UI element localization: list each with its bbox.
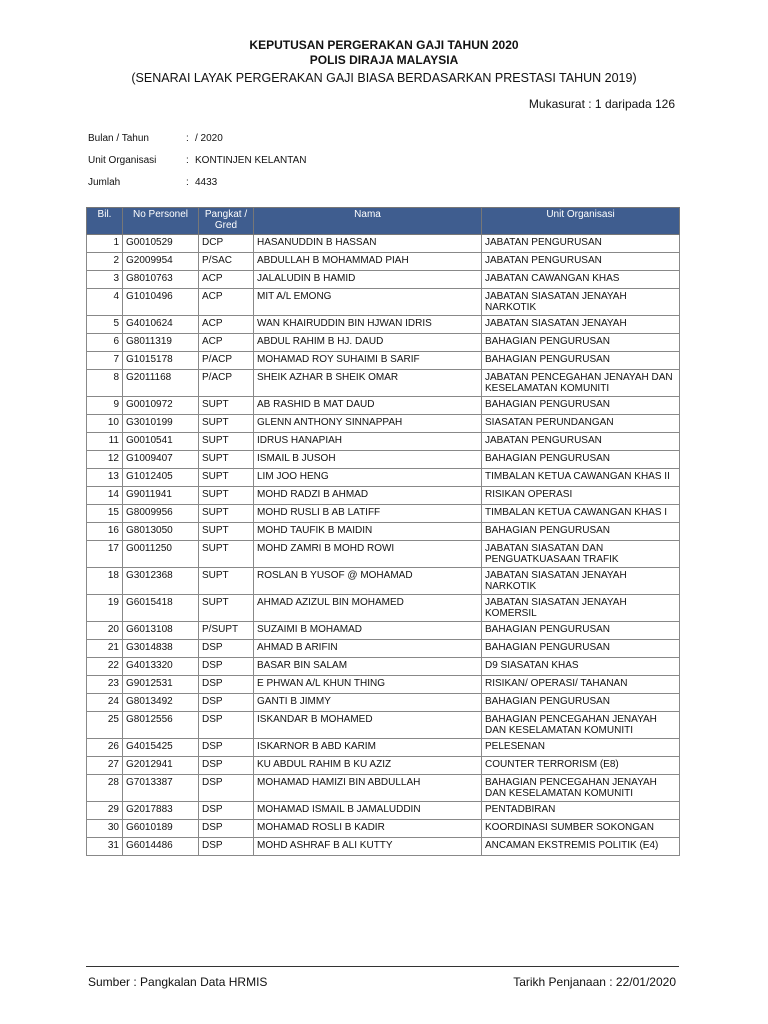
row-pangkat: SUPT: [199, 469, 254, 487]
meta-unit-row: [88, 155, 307, 166]
table-row: [87, 235, 680, 253]
row-no-personel: G1010496: [123, 289, 199, 316]
row-pangkat: DSP: [199, 694, 254, 712]
row-bil: 19: [87, 595, 123, 622]
row-nama: MOHD ZAMRI B MOHD ROWI: [254, 541, 482, 568]
row-nama: IDRUS HANAPIAH: [254, 433, 482, 451]
row-no-personel: G6013108: [123, 622, 199, 640]
row-no-personel: G6015418: [123, 595, 199, 622]
row-pangkat: P/ACP: [199, 370, 254, 397]
row-no-personel: G3010199: [123, 415, 199, 433]
table-row: [87, 712, 680, 739]
row-pangkat: DSP: [199, 739, 254, 757]
table-row: [87, 487, 680, 505]
table-row: [87, 802, 680, 820]
row-no-personel: G2009954: [123, 253, 199, 271]
row-unit: RISIKAN OPERASI: [482, 487, 680, 505]
row-nama: AHMAD AZIZUL BIN MOHAMED: [254, 595, 482, 622]
row-no-personel: G3012368: [123, 568, 199, 595]
row-no-personel: G9011941: [123, 487, 199, 505]
row-bil: 9: [87, 397, 123, 415]
col-header-unit: Unit Organisasi: [482, 208, 680, 235]
table-header-row: [87, 208, 680, 235]
row-bil: 10: [87, 415, 123, 433]
table-row: [87, 622, 680, 640]
row-pangkat: SUPT: [199, 433, 254, 451]
row-unit: BAHAGIAN PENGURUSAN: [482, 451, 680, 469]
meta-unit-label: Unit Organisasi: [88, 155, 157, 166]
table-row: [87, 469, 680, 487]
row-pangkat: SUPT: [199, 541, 254, 568]
row-nama: AB RASHID B MAT DAUD: [254, 397, 482, 415]
row-nama: MOHAMAD ROY SUHAIMI B SARIF: [254, 352, 482, 370]
row-nama: LIM JOO HENG: [254, 469, 482, 487]
meta-colon: :: [186, 133, 189, 144]
row-bil: 21: [87, 640, 123, 658]
table-row: [87, 775, 680, 802]
row-nama: WAN KHAIRUDDIN BIN HJWAN IDRIS: [254, 316, 482, 334]
row-bil: 11: [87, 433, 123, 451]
row-no-personel: G1009407: [123, 451, 199, 469]
row-nama: E PHWAN A/L KHUN THING: [254, 676, 482, 694]
row-bil: 1: [87, 235, 123, 253]
table-row: [87, 433, 680, 451]
row-unit: JABATAN PENCEGAHAN JENAYAH DAN KESELAMATAN KOMUNITI: [482, 370, 680, 397]
row-nama: GLENN ANTHONY SINNAPPAH: [254, 415, 482, 433]
table-row: [87, 676, 680, 694]
row-pangkat: DSP: [199, 802, 254, 820]
col-header-no-personel: No Personel: [123, 208, 199, 235]
table-row: [87, 352, 680, 370]
row-pangkat: SUPT: [199, 415, 254, 433]
col-header-bil: Bil.: [87, 208, 123, 235]
document-title: KEPUTUSAN PERGERAKAN GAJI TAHUN 2020: [249, 38, 519, 52]
row-bil: 14: [87, 487, 123, 505]
row-unit: SIASATAN PERUNDANGAN: [482, 415, 680, 433]
row-no-personel: G1015178: [123, 352, 199, 370]
table-row: [87, 541, 680, 568]
row-nama: MOHAMAD ISMAIL B JAMALUDDIN: [254, 802, 482, 820]
row-pangkat: ACP: [199, 271, 254, 289]
table-row: [87, 820, 680, 838]
row-no-personel: G3014838: [123, 640, 199, 658]
table-row: [87, 370, 680, 397]
row-pangkat: DSP: [199, 775, 254, 802]
table-row: [87, 694, 680, 712]
row-no-personel: G0010972: [123, 397, 199, 415]
row-nama: MOHAMAD HAMIZI BIN ABDULLAH: [254, 775, 482, 802]
table-row: [87, 397, 680, 415]
row-bil: 27: [87, 757, 123, 775]
row-unit: JABATAN CAWANGAN KHAS: [482, 271, 680, 289]
table-row: [87, 289, 680, 316]
row-no-personel: G8010763: [123, 271, 199, 289]
row-unit: BAHAGIAN PENGURUSAN: [482, 334, 680, 352]
row-unit: JABATAN SIASATAN JENAYAH NARKOTIK: [482, 289, 680, 316]
row-no-personel: G2012941: [123, 757, 199, 775]
row-nama: GANTI B JIMMY: [254, 694, 482, 712]
row-unit: BAHAGIAN PENCEGAHAN JENAYAH DAN KESELAMATAN KOMUNITI: [482, 712, 680, 739]
row-nama: ISMAIL B JUSOH: [254, 451, 482, 469]
row-bil: 17: [87, 541, 123, 568]
row-unit: JABATAN PENGURUSAN: [482, 235, 680, 253]
table-row: [87, 757, 680, 775]
meta-bulan-label: Bulan / Tahun: [88, 133, 149, 144]
row-no-personel: G0011250: [123, 541, 199, 568]
row-pangkat: P/ACP: [199, 352, 254, 370]
row-pangkat: SUPT: [199, 523, 254, 541]
row-no-personel: G7013387: [123, 775, 199, 802]
row-unit: BAHAGIAN PENGURUSAN: [482, 622, 680, 640]
row-nama: SUZAIMI B MOHAMAD: [254, 622, 482, 640]
row-unit: JABATAN PENGURUSAN: [482, 253, 680, 271]
row-pangkat: DSP: [199, 757, 254, 775]
table-row: [87, 334, 680, 352]
row-unit: D9 SIASATAN KHAS: [482, 658, 680, 676]
col-header-nama: Nama: [254, 208, 482, 235]
row-pangkat: SUPT: [199, 397, 254, 415]
row-no-personel: G6014486: [123, 838, 199, 856]
table-row: [87, 253, 680, 271]
row-pangkat: SUPT: [199, 505, 254, 523]
row-no-personel: G0010541: [123, 433, 199, 451]
row-nama: MIT A/L EMONG: [254, 289, 482, 316]
footer-divider: [86, 966, 679, 967]
row-unit: JABATAN SIASATAN JENAYAH NARKOTIK: [482, 568, 680, 595]
row-no-personel: G8012556: [123, 712, 199, 739]
row-unit: JABATAN SIASATAN DAN PENGUATKUASAAN TRAFIK: [482, 541, 680, 568]
row-bil: 3: [87, 271, 123, 289]
row-no-personel: G8009956: [123, 505, 199, 523]
row-pangkat: DSP: [199, 640, 254, 658]
row-unit: JABATAN SIASATAN JENAYAH: [482, 316, 680, 334]
row-bil: 12: [87, 451, 123, 469]
row-no-personel: G6010189: [123, 820, 199, 838]
footer-generated-date: Tarikh Penjanaan : 22/01/2020: [513, 975, 676, 989]
meta-colon: :: [186, 177, 189, 188]
row-bil: 30: [87, 820, 123, 838]
table-row: [87, 451, 680, 469]
meta-unit-value: KONTINJEN KELANTAN: [195, 155, 307, 166]
meta-jumlah-value: 4433: [195, 177, 218, 188]
row-unit: BAHAGIAN PENCEGAHAN JENAYAH DAN KESELAMATAN KOMUNITI: [482, 775, 680, 802]
row-nama: BASAR BIN SALAM: [254, 658, 482, 676]
row-unit: TIMBALAN KETUA CAWANGAN KHAS I: [482, 505, 680, 523]
table-row: [87, 640, 680, 658]
row-unit: BAHAGIAN PENGURUSAN: [482, 397, 680, 415]
row-bil: 29: [87, 802, 123, 820]
row-bil: 18: [87, 568, 123, 595]
row-no-personel: G2011168: [123, 370, 199, 397]
row-nama: ISKARNOR B ABD KARIM: [254, 739, 482, 757]
row-pangkat: DSP: [199, 838, 254, 856]
row-bil: 8: [87, 370, 123, 397]
row-nama: AHMAD B ARIFIN: [254, 640, 482, 658]
row-unit: COUNTER TERRORISM (E8): [482, 757, 680, 775]
row-unit: BAHAGIAN PENGURUSAN: [482, 523, 680, 541]
row-nama: ISKANDAR B MOHAMED: [254, 712, 482, 739]
row-bil: 28: [87, 775, 123, 802]
row-unit: TIMBALAN KETUA CAWANGAN KHAS II: [482, 469, 680, 487]
row-no-personel: G4010624: [123, 316, 199, 334]
page-indicator: Mukasurat : 1 daripada 126: [528, 97, 675, 111]
row-bil: 15: [87, 505, 123, 523]
row-bil: 23: [87, 676, 123, 694]
row-pangkat: P/SAC: [199, 253, 254, 271]
row-pangkat: P/SUPT: [199, 622, 254, 640]
row-nama: MOHAMAD ROSLI B KADIR: [254, 820, 482, 838]
row-pangkat: SUPT: [199, 487, 254, 505]
row-pangkat: SUPT: [199, 451, 254, 469]
personnel-table: [86, 207, 680, 856]
row-bil: 13: [87, 469, 123, 487]
row-bil: 6: [87, 334, 123, 352]
meta-bulan-row: [88, 133, 223, 144]
row-unit: ANCAMAN EKSTREMIS POLITIK (E4): [482, 838, 680, 856]
row-no-personel: G4015425: [123, 739, 199, 757]
meta-jumlah-label: Jumlah: [88, 177, 121, 188]
row-no-personel: G8011319: [123, 334, 199, 352]
row-pangkat: DCP: [199, 235, 254, 253]
row-no-personel: G4013320: [123, 658, 199, 676]
row-no-personel: G8013050: [123, 523, 199, 541]
table-row: [87, 271, 680, 289]
table-row: [87, 415, 680, 433]
row-no-personel: G0010529: [123, 235, 199, 253]
row-bil: 2: [87, 253, 123, 271]
row-pangkat: DSP: [199, 712, 254, 739]
row-pangkat: DSP: [199, 820, 254, 838]
row-pangkat: ACP: [199, 289, 254, 316]
table-row: [87, 595, 680, 622]
row-nama: ABDUL RAHIM B HJ. DAUD: [254, 334, 482, 352]
row-pangkat: SUPT: [199, 595, 254, 622]
table-row: [87, 739, 680, 757]
row-pangkat: DSP: [199, 676, 254, 694]
row-nama: ABDULLAH B MOHAMMAD PIAH: [254, 253, 482, 271]
row-bil: 4: [87, 289, 123, 316]
row-bil: 20: [87, 622, 123, 640]
row-bil: 31: [87, 838, 123, 856]
meta-bulan-value: / 2020: [195, 133, 223, 144]
table-row: [87, 568, 680, 595]
row-no-personel: G2017883: [123, 802, 199, 820]
row-nama: ROSLAN B YUSOF @ MOHAMAD: [254, 568, 482, 595]
row-unit: JABATAN SIASATAN JENAYAH KOMERSIL: [482, 595, 680, 622]
row-nama: MOHD ASHRAF B ALI KUTTY: [254, 838, 482, 856]
meta-colon: :: [186, 155, 189, 166]
table-row: [87, 838, 680, 856]
row-unit: RISIKAN/ OPERASI/ TAHANAN: [482, 676, 680, 694]
row-bil: 22: [87, 658, 123, 676]
row-bil: 24: [87, 694, 123, 712]
row-unit: PELESENAN: [482, 739, 680, 757]
table-row: [87, 505, 680, 523]
row-no-personel: G1012405: [123, 469, 199, 487]
row-bil: 16: [87, 523, 123, 541]
col-header-pangkat: Pangkat / Gred: [199, 208, 254, 235]
row-nama: MOHD TAUFIK B MAIDIN: [254, 523, 482, 541]
row-no-personel: G8013492: [123, 694, 199, 712]
row-pangkat: SUPT: [199, 568, 254, 595]
row-nama: JALALUDIN B HAMID: [254, 271, 482, 289]
row-nama: MOHD RADZI B AHMAD: [254, 487, 482, 505]
row-unit: BAHAGIAN PENGURUSAN: [482, 694, 680, 712]
row-pangkat: ACP: [199, 334, 254, 352]
row-bil: 25: [87, 712, 123, 739]
row-nama: KU ABDUL RAHIM B KU AZIZ: [254, 757, 482, 775]
row-unit: BAHAGIAN PENGURUSAN: [482, 640, 680, 658]
row-unit: JABATAN PENGURUSAN: [482, 433, 680, 451]
row-nama: SHEIK AZHAR B SHEIK OMAR: [254, 370, 482, 397]
document-subtitle: (SENARAI LAYAK PERGERAKAN GAJI BIASA BERDASARKAN PRESTASI TAHUN 2019): [131, 71, 637, 85]
row-unit: BAHAGIAN PENGURUSAN: [482, 352, 680, 370]
row-no-personel: G9012531: [123, 676, 199, 694]
row-unit: PENTADBIRAN: [482, 802, 680, 820]
row-bil: 7: [87, 352, 123, 370]
row-unit: KOORDINASI SUMBER SOKONGAN: [482, 820, 680, 838]
footer-source: Sumber : Pangkalan Data HRMIS: [88, 975, 268, 989]
row-bil: 26: [87, 739, 123, 757]
row-nama: MOHD RUSLI B AB LATIFF: [254, 505, 482, 523]
row-pangkat: ACP: [199, 316, 254, 334]
table-row: [87, 658, 680, 676]
row-nama: HASANUDDIN B HASSAN: [254, 235, 482, 253]
row-bil: 5: [87, 316, 123, 334]
table-row: [87, 316, 680, 334]
document-organization: POLIS DIRAJA MALAYSIA: [309, 53, 459, 67]
row-pangkat: DSP: [199, 658, 254, 676]
table-row: [87, 523, 680, 541]
meta-jumlah-row: [88, 177, 217, 188]
